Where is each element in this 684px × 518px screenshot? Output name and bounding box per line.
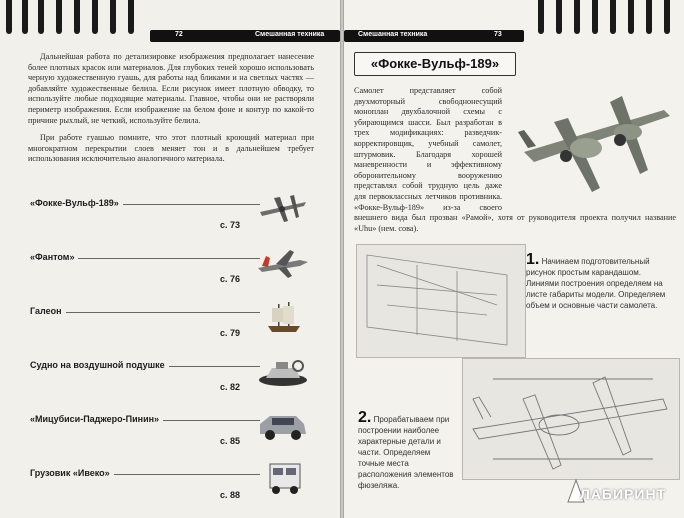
sketch-step-2: [462, 358, 680, 480]
toc-title: «Мицубиси-Паджеро-Пинин»: [30, 414, 163, 424]
step-text: Прорабатываем при построении наиболее характерные детали и части. Определяем точные места расположения элементов фюзеляжа.: [358, 415, 454, 490]
step-2: [358, 409, 458, 491]
toc-title: Грузовик «Ивеко»: [30, 468, 114, 478]
toc-page: с. 82: [220, 382, 241, 392]
intro-text: Самолет представляет собой двухмоторный свободнонесущий моноплан двухбалочной схемы с убирающимся шасси. Был разработан в трех модификациях: разведчик-корректировщик, учебный самолет, штурмовик. Благодаря хорошей маневренности и эффективному оборонительному вооружению представлял собой трудную цель даже для первоклассных летчиков противника. «Фокке-Вульф-189» из-за своего внешнего вида был прозван «Рамой», хотя от руководителя проекта получил название «Uhu» (нем. сова).: [354, 86, 676, 233]
page-number: 73: [494, 31, 502, 38]
header-decoration: [0, 0, 150, 38]
paragraph: При работе гуашью помните, что этот плотный кроющий материал при многократном перекрытии слоев меняет тон и в дальнейшем требует использования исключительно аналогичного материала.: [28, 133, 314, 164]
section-title: «Фокке-Вульф-189»: [354, 52, 516, 76]
toc-title: «Фокке-Вульф-189»: [30, 198, 123, 208]
plane-icon: [256, 192, 310, 226]
step-text: Начинаем подготовительный рисунок простым карандашом. Линиями построения определяем на листе габариты модели. Определяем объем и основные части самолета.: [526, 257, 666, 310]
running-head: Смешанная техника: [255, 31, 325, 38]
right-page: [344, 0, 684, 518]
sketch-step-1: [356, 244, 526, 358]
focke-wulf-illustration: [514, 82, 680, 200]
toc-title: Галеон: [30, 306, 66, 316]
page-number: 72: [175, 31, 183, 38]
toc-page: с. 76: [220, 274, 241, 284]
toc-page: с. 88: [220, 490, 241, 500]
left-page: [0, 0, 340, 518]
ship-icon: [256, 300, 310, 334]
hovercraft-icon: [256, 354, 310, 388]
toc-page: с. 85: [220, 436, 241, 446]
header-decoration: [534, 0, 684, 38]
jet-icon: [256, 246, 310, 280]
toc-page: с. 79: [220, 328, 241, 338]
truck-icon: [256, 462, 310, 496]
step-number: 2.: [358, 409, 372, 426]
toc-title: «Фантом»: [30, 252, 78, 262]
step-number: 1.: [526, 251, 540, 268]
toc-page: с. 73: [220, 220, 241, 230]
paragraph: Дальнейшая работа по детализировке изображения предполагает нанесение более плотных красок или материалов. Для глубоких теней хорошо использовать черную художественную гуашь, для работы над бликами и на светлых частях — добавляйте художественные белила. Если рисунок имеет плотную обводку, то используйте любые подходящие материалы. Главное, чтобы они не растворяли периметр изображения. Если изображение на белом фоне и контур по какой-то причине рыхлый, не четкий, используйте белила.: [28, 52, 314, 125]
toc-title: Судно на воздушной подушке: [30, 360, 169, 370]
running-head: Смешанная техника: [358, 31, 428, 38]
watermark-text: ЛАБИРИНТ: [580, 486, 667, 502]
suv-icon: [256, 408, 310, 442]
step-1: [526, 251, 676, 311]
toc-item[interactable]: [30, 468, 310, 518]
